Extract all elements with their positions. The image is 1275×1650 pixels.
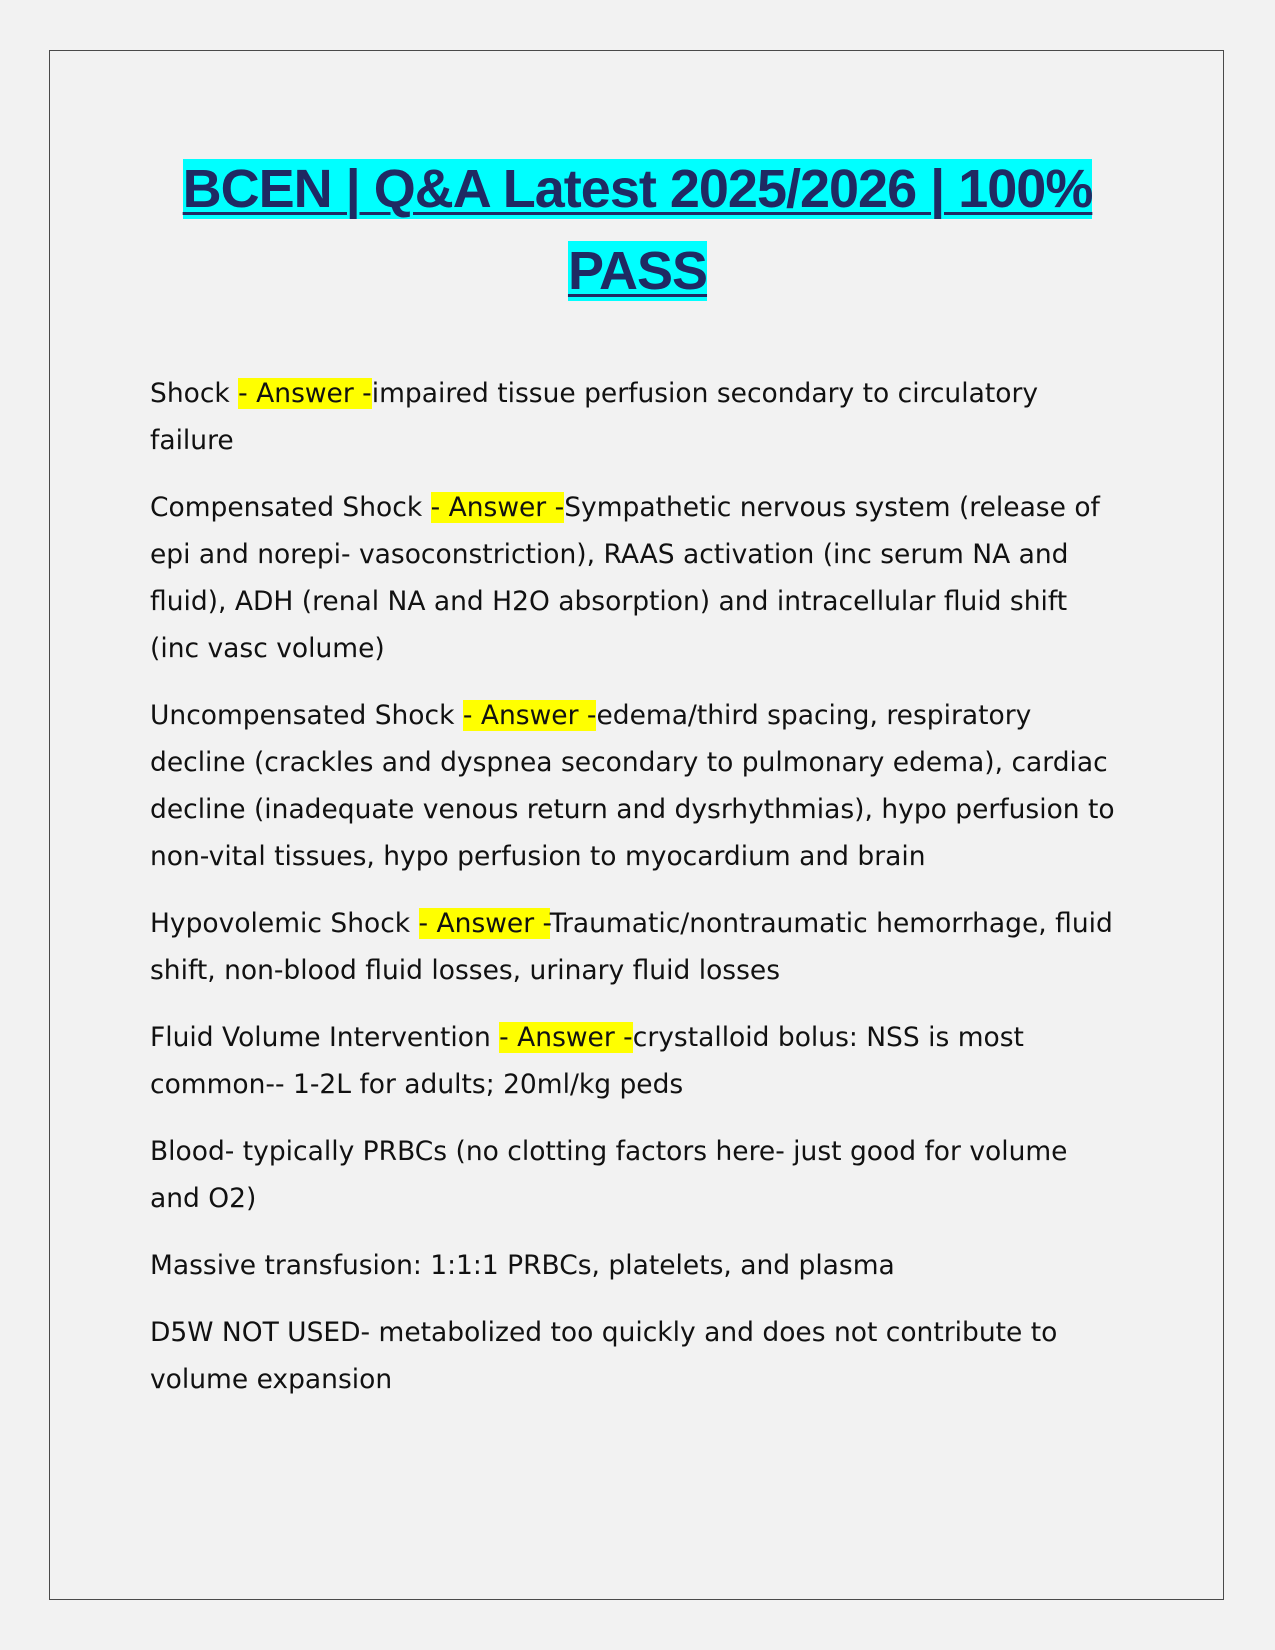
page-title: BCEN | Q&A Latest 2025/2026 | 100% PASS — [182, 159, 1093, 301]
qa-content — [150, 370, 1120, 1423]
note-paragraph: Massive transfusion: 1:1:1 PRBCs, platelets, and plasma — [150, 1250, 895, 1281]
qa-entry — [150, 692, 1120, 880]
qa-entry — [150, 900, 1120, 994]
qa-definition: impaired tissue perfusion secondary to circulatory failure — [150, 378, 1039, 456]
qa-term: Shock — [150, 378, 239, 409]
qa-term: Compensated Shock — [150, 492, 431, 523]
answer-marker: - Answer - — [418, 908, 550, 939]
qa-term: Fluid Volume Intervention — [150, 1022, 500, 1053]
qa-entry — [150, 1014, 1120, 1108]
note-paragraph: Blood- typically PRBCs (no clotting factors here- just good for volume and O2) — [150, 1136, 1068, 1214]
qa-definition: crystalloid bolus: NSS is most common-- 1-2L for adults; 20ml/kg peds — [150, 1022, 1024, 1100]
qa-definition: Traumatic/nontraumatic hemorrhage, fluid shift, non-blood fluid losses, urinary fluid losses — [150, 908, 1113, 986]
qa-entry — [150, 370, 1120, 464]
answer-marker: - Answer - — [238, 378, 372, 409]
answer-marker: - Answer - — [430, 492, 565, 523]
note-paragraph: D5W NOT USED- metabolized too quickly and does not contribute to volume expansion — [150, 1317, 1058, 1395]
qa-term: Hypovolemic Shock — [150, 908, 419, 939]
title-block — [150, 148, 1125, 312]
answer-marker: - Answer - — [462, 700, 597, 731]
qa-definition: Sympathetic nervous system (release of epi and norepi- vasoconstriction), RAAS activation (inc serum NA and fluid), ADH (renal NA and H2O absorption) and intracellular fluid shift (inc vasc volume) — [150, 492, 1100, 664]
qa-definition: edema/third spacing, respiratory decline (crackles and dyspnea secondary to pulmonary edema), cardiac decline (inadequate venous return and dysrhythmias), hypo perfusion to non-vital tissues, hypo perfusion to myocardium and brain — [150, 700, 1115, 872]
qa-term: Uncompensated Shock — [150, 700, 463, 731]
qa-entry — [150, 484, 1120, 672]
answer-marker: - Answer - — [499, 1022, 633, 1053]
